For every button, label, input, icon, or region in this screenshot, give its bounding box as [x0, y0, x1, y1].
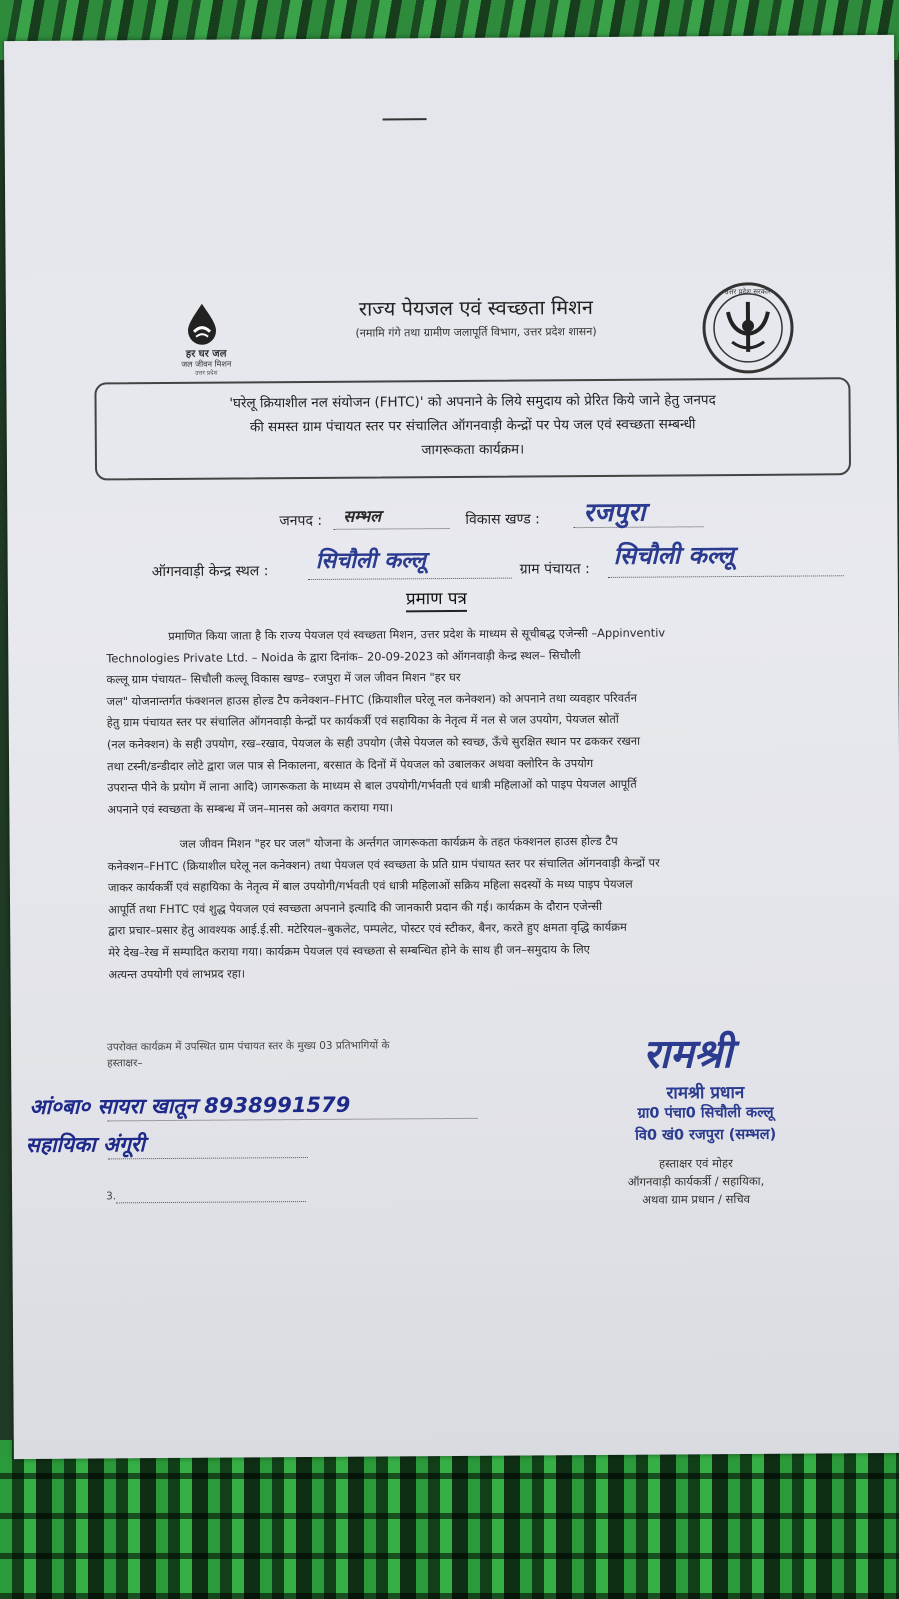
certificate-title: प्रमाण पत्र — [406, 588, 467, 612]
participant-entry-1: आं०बा० सायरा खातून 8938991579 — [29, 1092, 351, 1119]
water-drop-icon — [182, 302, 222, 346]
banner-line-3: जागरूकता कार्यक्रम। — [421, 441, 525, 459]
background-bottom-fabric — [0, 1440, 899, 1599]
janpad-value: सम्भल — [343, 506, 382, 526]
logo-caption-2: जल जीवन मिशन — [181, 359, 232, 369]
p1-line-5: हेतु ग्राम पंचायत स्तर पर संचालित ऑगनवाड़ी केन्द्रों पर कार्यकर्त्री एवं सहायिका के नेतृत्व में नल से जल उपयोग, पेयजल स्रोतों — [106, 712, 619, 730]
gram-panchayat-label: ग्राम पंचायत : — [519, 561, 590, 578]
gram-panchayat-line — [608, 575, 844, 578]
handwritten-signature: रामश्री — [642, 1031, 733, 1078]
p2-line-3: जाकर कार्यकर्त्री एवं सहायिका के नेतृत्व में बाल उपयोगी/गर्भवती एवं धात्री महिलाओं सक्रिय महिला सदस्यों के मध्य पाइप पेयजल — [107, 876, 633, 895]
anganwadi-value: सिचौली कल्लू — [315, 548, 426, 574]
up-government-seal-icon — [702, 282, 795, 375]
seal-text: उत्तर प्रदेश सरकार — [724, 287, 771, 297]
p1-line-6: (नल कनेक्शन) के सही उपयोग, रख–रखाव, पेयजल के सही उपयोग (जैसे पेयजल को स्वच्छ, ऊँचे सुरक्षित स्थान पर ढककर रखना — [106, 733, 641, 752]
participant-line-3 — [116, 1201, 306, 1203]
janpad-label: जनपद : — [279, 512, 323, 530]
jal-jeevan-mission-logo — [166, 301, 247, 392]
p1-line-9: अपनाने एवं स्वच्छता के सम्बन्ध में जन–मानस को अवगत कराया गया। — [107, 800, 394, 817]
p1-line-7: तथा टस्नी/डन्डीदार लोटे द्वारा जल पात्र से निकालना, बरसात के दिनों में पेयजल को उबालकर अथवा क्लोरिन के उपयोग — [107, 755, 594, 773]
p2-line-4: आपूर्ति तथा FHTC एवं शुद्ध पेयजल एवं स्वच्छता अपनाने इत्यादि की जानकारी प्रदान की गई। कार्यक्रम के दौरान एजेन्सी — [108, 898, 603, 917]
program-banner-box — [94, 377, 851, 480]
p2-line-7: अत्यन्त उपयोगी एवं लाभप्रद रहा। — [108, 966, 246, 981]
participant-entry-3-label: 3. — [106, 1190, 117, 1203]
p1-line-1: प्रमाणित किया जाता है कि राज्य पेयजल एवं स्वच्छता मिशन, उत्तर प्रदेश के माध्यम से सूचीबद्ध एजेन्सी –Appinventiv — [168, 625, 666, 643]
certificate-paper — [4, 35, 899, 1459]
vikas-khand-value: रजपुरा — [583, 497, 646, 529]
participants-intro-line-2: हस्ताक्षर– — [107, 1057, 143, 1070]
logo-caption-1: हर घर जल — [185, 348, 227, 360]
p2-line-1: जल जीवन मिशन "हर घर जल" योजना के अर्न्तगत जागरूकता कार्यक्रम के तहत फंक्शनल हाउस होल्ड टैप — [179, 833, 618, 851]
participants-intro-line-1: उपरोक्त कार्यक्रम में उपस्थित ग्राम पंचायत स्तर के मुख्य 03 प्रतिभागियों के — [106, 1039, 390, 1054]
stamp-line-2: ग्रा0 पंचा0 सिचौली कल्लू — [637, 1104, 774, 1122]
certificate-paragraph-1 — [106, 621, 857, 821]
anganwadi-line — [308, 578, 512, 580]
participant-line-2 — [108, 1157, 308, 1159]
p1-line-8: उपरान्त पीने के प्रयोग में लाना आदि) जागरूकता के माध्यम से बाल उपयोगी/गर्भवती एवं धात्री महिलाओं को पाइप पेयजल आपूर्ति — [107, 776, 637, 795]
signature-caption-2: ऑगनवाड़ी कार्यकर्त्री / सहायिका, — [627, 1173, 765, 1189]
p2-line-6: मेरे देख–रेख में सम्पादित कराया गया। कार्यक्रम पेयजल एवं स्वच्छता से सम्बन्धित होने के साथ ही जन–समुदाय के लिए — [108, 942, 591, 960]
certificate-paragraph-2 — [108, 829, 859, 985]
header-subtitle: (नमामि गंगे तथा ग्रामीण जलापूर्ति विभाग, उत्तर प्रदेश शासन) — [355, 324, 597, 340]
header-title: राज्य पेयजल एवं स्वच्छता मिशन — [358, 295, 593, 321]
p1-line-4: जल" योजनान्तर्गत फंक्शनल हाउस होल्ड टैप कनेक्शन–FHTC (क्रियाशील घरेलू नल कनेक्शन) को अपनाने तथा व्यवहार परिवर्तन — [106, 690, 637, 709]
stamp-line-3: वि0 खं0 रजपुरा (सम्भल) — [635, 1126, 777, 1144]
p1-line-2: Technologies Private Ltd. – Noida के द्वारा दिनांक– 20-09-2023 को ऑगनवाड़ी केन्द्र स्थल– सिचौली — [106, 647, 581, 666]
logo-caption-3: उत्तर प्रदेश — [195, 369, 218, 377]
top-dash-mark — [383, 118, 427, 120]
gram-panchayat-value: सिचौली कल्लू — [613, 541, 734, 570]
p2-line-2: कनेक्शन–FHTC (क्रियाशील घरेलू नल कनेक्शन) तथा पेयजल एवं स्वच्छता के प्रति ग्राम पंचायत स्तर पर संचालित ऑगनवाड़ी केन्द्रों पर — [107, 855, 660, 873]
banner-line-2: की समस्त ग्राम पंचायत स्तर पर संचालित ऑगनवाड़ी केन्द्रों पर पेय जल एवं स्वच्छता सम्बन्धी — [249, 416, 696, 436]
anganwadi-label: ऑगनवाड़ी केन्द्र स्थल : — [151, 563, 269, 581]
banner-line-1: 'घरेलू क्रियाशील नल संयोजन (FHTC)' को अपनाने के लिये समुदाय को प्रेरित किये जाने हेतु जनपद — [229, 392, 716, 412]
stamp-line-1: रामश्री प्रधान — [666, 1082, 745, 1104]
signature-caption-1: हस्ताक्षर एवं मोहर — [658, 1156, 733, 1171]
p2-line-5: द्वारा प्रचार–प्रसार हेतु आवश्यक आई.ई.सी. मटेरियल–बुकलेट, पम्पलेट, पोस्टर एवं स्टीकर, बैनर, करते हुए क्षमता वृद्धि कार्यक्रम — [108, 920, 627, 938]
p1-line-3: कल्लू ग्राम पंचायत– सिचौली कल्लू विकास खण्ड– रजपुरा में जल जीवन मिशन "हर घर — [106, 670, 461, 687]
signature-caption-3: अथवा ग्राम प्रधान / सचिव — [642, 1191, 751, 1207]
participant-entry-2: सहायिका अंगूरी — [25, 1132, 145, 1157]
vikas-khand-label: विकास खण्ड : — [465, 511, 540, 528]
janpad-line — [333, 528, 449, 530]
